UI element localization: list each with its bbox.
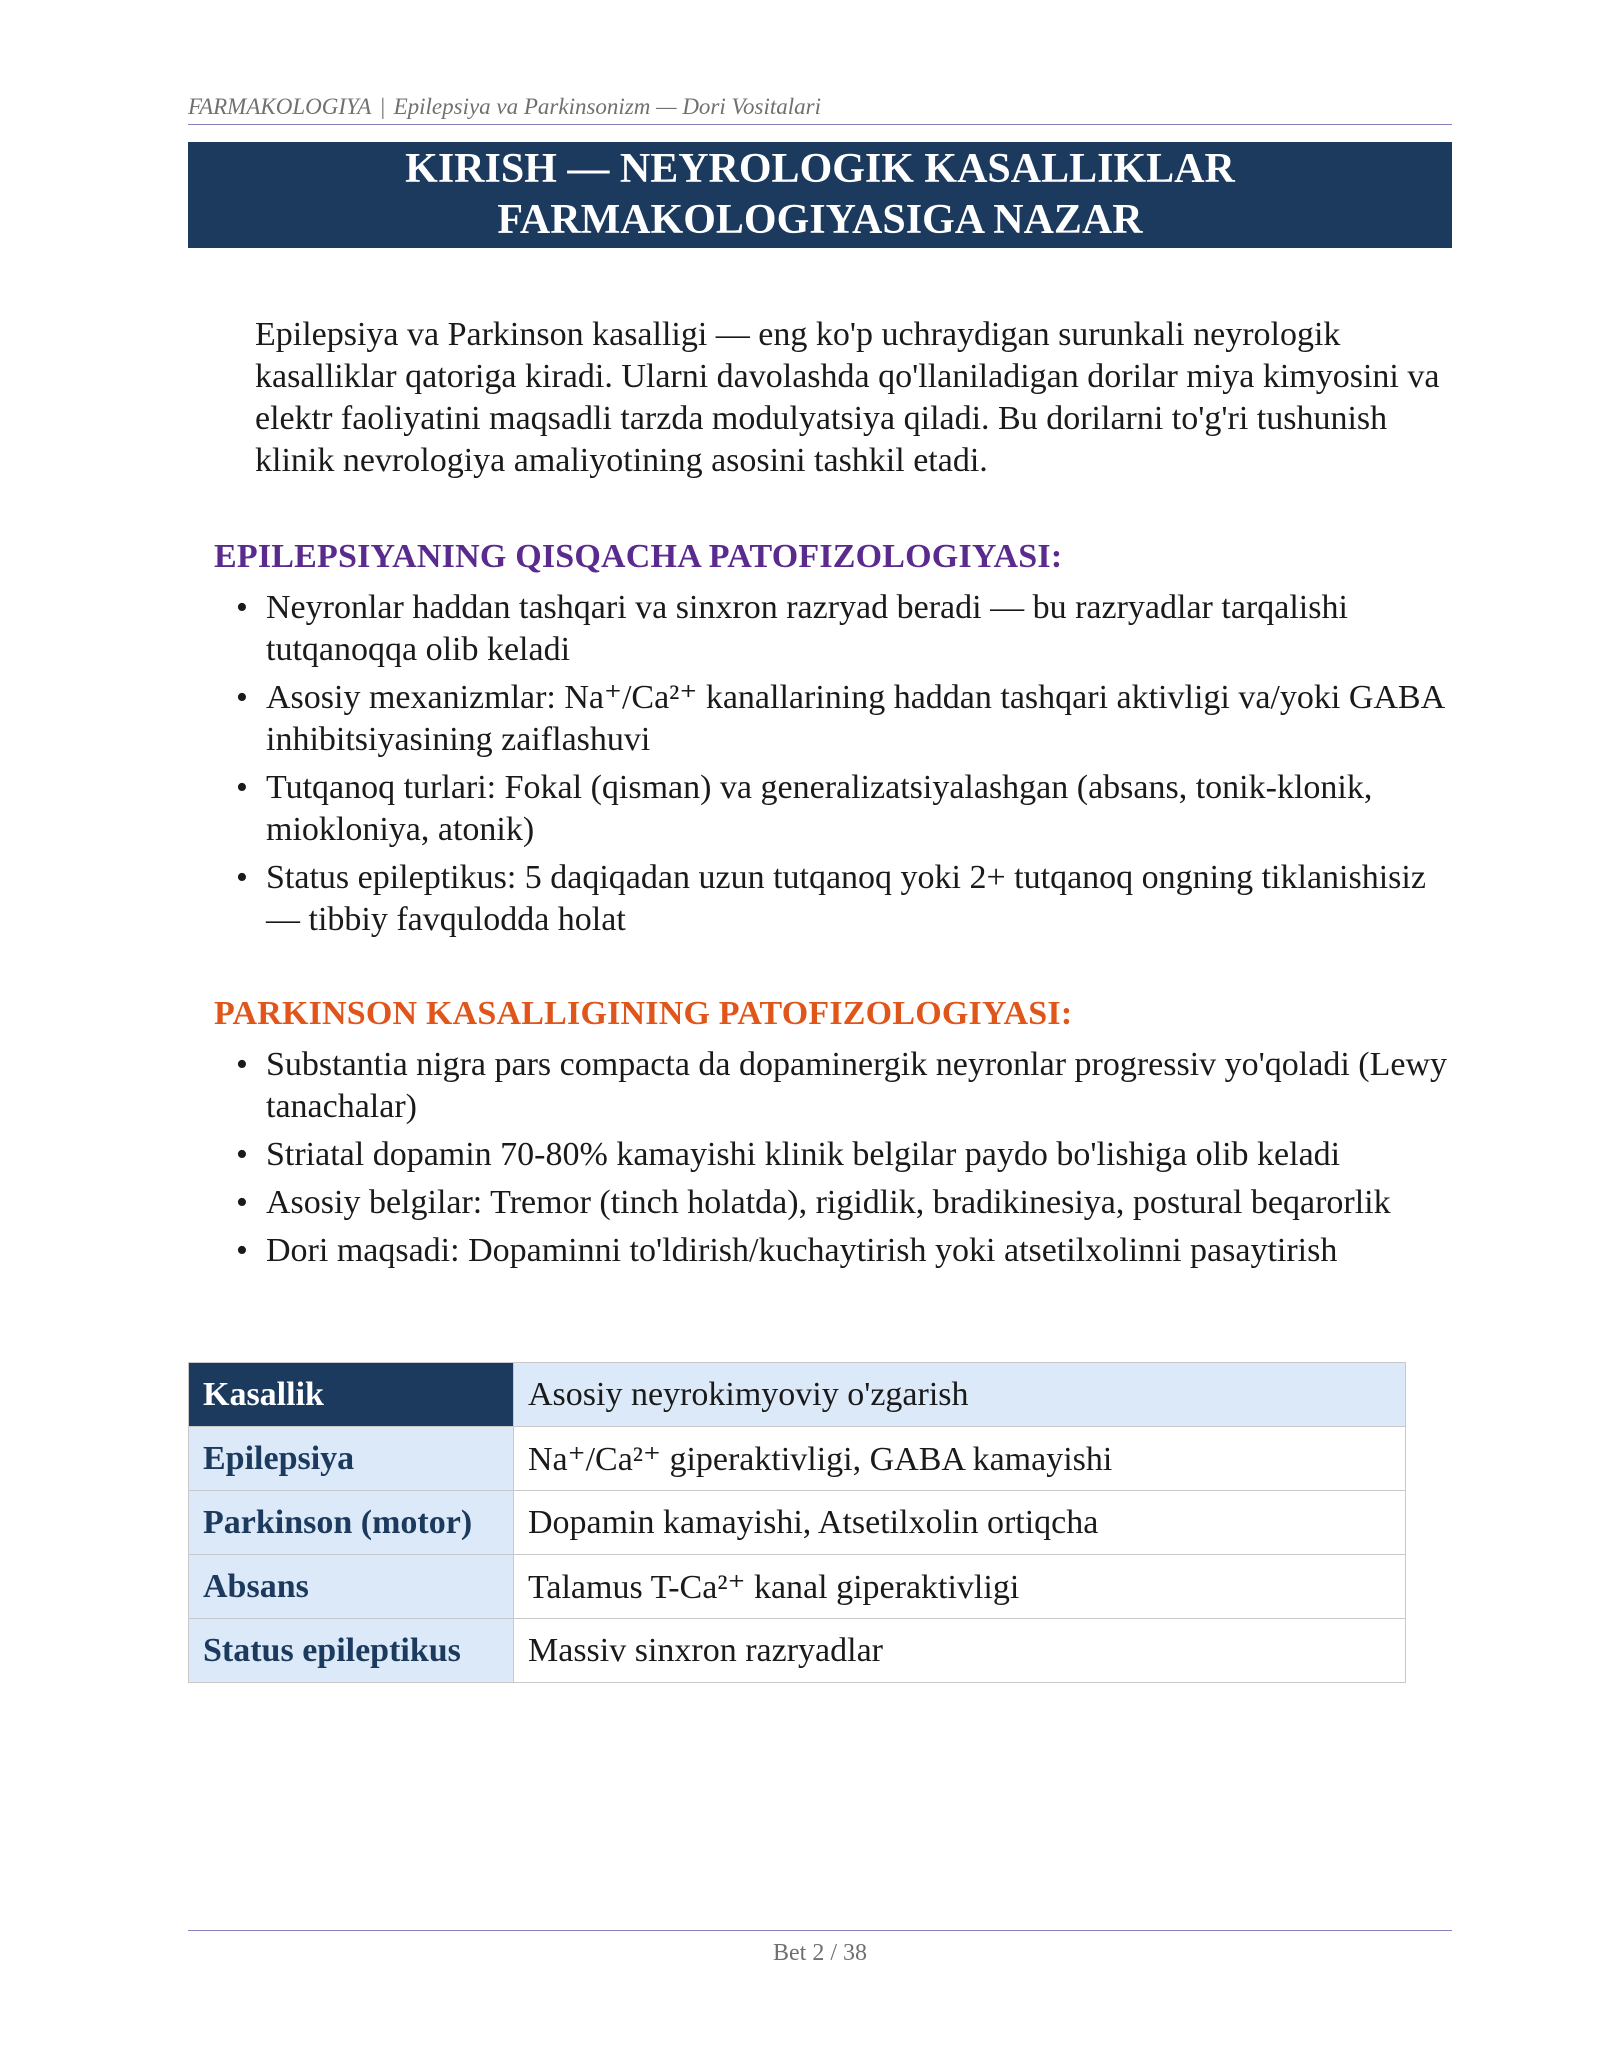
bullet-text: Striatal dopamin 70-80% kamayishi klinik belgilar paydo bo'lishiga olib keladi — [266, 1136, 1341, 1173]
list-item — [236, 1044, 1456, 1128]
column-header-change: Asosiy neyrokimyoviy o'zgarish — [514, 1363, 1406, 1427]
table-row — [189, 1619, 1406, 1683]
change-cell: Massiv sinxron razryadlar — [514, 1619, 1406, 1683]
list-item — [236, 857, 1456, 941]
table-header-row — [189, 1363, 1406, 1427]
footer-divider — [188, 1930, 1452, 1931]
header-separator: | — [379, 94, 386, 119]
epilepsy-bullet-list — [236, 587, 1456, 947]
bullet-icon: • — [236, 1046, 248, 1083]
change-cell: Na⁺/Ca²⁺ giperaktivligi, GABA kamayishi — [514, 1427, 1406, 1491]
title-line-1: KIRISH — NEYROLOGIK KASALLIKLAR — [405, 146, 1235, 192]
column-header-disease: Kasallik — [189, 1363, 514, 1427]
bullet-icon: • — [236, 679, 248, 716]
epilepsy-heading: EPILEPSIYANING QISQACHA PATOFIZOLOGIYASI: — [214, 538, 1063, 575]
parkinson-bullet-list — [236, 1044, 1456, 1278]
table-row — [189, 1427, 1406, 1491]
list-item — [236, 767, 1456, 851]
disease-cell: Parkinson (motor) — [189, 1491, 514, 1555]
disease-cell: Epilepsiya — [189, 1427, 514, 1491]
chapter-title: Epilepsiya va Parkinsonizm — Dori Vositalari — [393, 94, 821, 119]
bullet-text: Neyronlar haddan tashqari va sinxron razryad beradi — bu razryadlar tarqalishi tutqanoqqa olib keladi — [266, 589, 1348, 668]
table-row — [189, 1491, 1406, 1555]
bullet-text: Asosiy mexanizmlar: Na⁺/Ca²⁺ kanallarining haddan tashqari aktivligi va/yoki GABA inhibitsiyasining zaiflashuvi — [266, 679, 1444, 758]
disease-cell: Status epileptikus — [189, 1619, 514, 1683]
disease-cell: Absans — [189, 1555, 514, 1619]
bullet-icon: • — [236, 859, 248, 896]
title-line-2: FARMAKOLOGIYASIGA NAZAR — [497, 197, 1143, 243]
bullet-icon: • — [236, 769, 248, 806]
bullet-text: Status epileptikus: 5 daqiqadan uzun tutqanoq yoki 2+ tutqanoq ongning tiklanishisiz — tibbiy favqulodda holat — [266, 859, 1426, 938]
list-item — [236, 1182, 1456, 1224]
bullet-icon: • — [236, 589, 248, 626]
bullet-text: Asosiy belgilar: Tremor (tinch holatda), rigidlik, bradikinesiya, postural beqarorlik — [266, 1184, 1391, 1221]
bullet-icon: • — [236, 1136, 248, 1173]
list-item — [236, 1230, 1456, 1272]
title-banner — [188, 142, 1452, 248]
book-title: FARMAKOLOGIYA — [188, 94, 372, 119]
neurochemistry-table — [188, 1362, 1406, 1683]
parkinson-heading: PARKINSON KASALLIGINING PATOFIZOLOGIYASI: — [214, 995, 1073, 1032]
running-header — [188, 94, 1452, 125]
intro-paragraph: Epilepsiya va Parkinson kasalligi — eng ko'p uchraydigan surunkali neyrologik kasalliklar qatoriga kiradi. Ularni davolashda qo'llaniladigan dorilar miya kimyosini va elektr faoliyatini maqsadli tarzda modulyatsiya qiladi. Bu dorilarni to'g'ri tushunish klinik nevrologiya amaliyotining asosini tashkil etadi. — [255, 316, 1440, 479]
bullet-icon: • — [236, 1232, 248, 1269]
change-cell: Talamus T-Ca²⁺ kanal giperaktivligi — [514, 1555, 1406, 1619]
change-cell: Dopamin kamayishi, Atsetilxolin ortiqcha — [514, 1491, 1406, 1555]
list-item — [236, 1134, 1456, 1176]
bullet-text: Tutqanoq turlari: Fokal (qisman) va generalizatsiyalashgan (absans, tonik-klonik, miokloniya, atonik) — [266, 769, 1373, 848]
list-item — [236, 587, 1456, 671]
page-number: Bet 2 / 38 — [773, 1940, 867, 1966]
bullet-text: Substantia nigra pars compacta da dopaminergik neyronlar progressiv yo'qoladi (Lewy tanachalar) — [266, 1046, 1448, 1125]
bullet-icon: • — [236, 1184, 248, 1221]
bullet-text: Dori maqsadi: Dopaminni to'ldirish/kuchaytirish yoki atsetilxolinni pasaytirish — [266, 1232, 1338, 1269]
table-row — [189, 1555, 1406, 1619]
list-item — [236, 677, 1456, 761]
